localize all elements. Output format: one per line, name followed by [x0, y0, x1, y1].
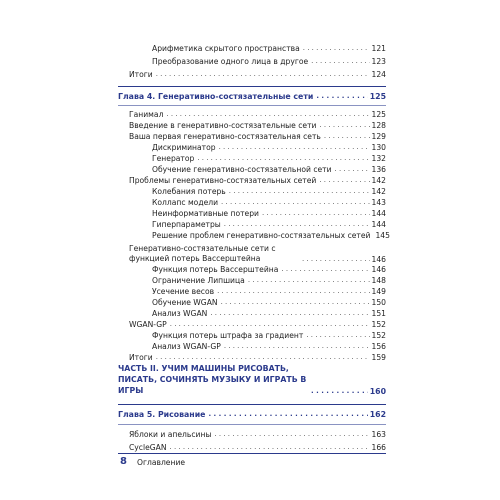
toc-entry: Анализ WGAN-GP . . . 156 [152, 342, 386, 351]
toc-entry: Генератор . . . 132 [152, 154, 386, 163]
chapter-rule-bottom [118, 105, 386, 106]
toc-entry: Неинформативные потери . . . 144 [152, 209, 386, 218]
footer-rule [118, 453, 386, 454]
part-heading: ЧАСТЬ II. УЧИМ МАШИНЫ РИСОВАТЬ, ПИСАТЬ, СОЧИНЯТЬ МУЗЫКУ И ИГРАТЬ В ИГРЫ . . . 160 [118, 374, 386, 396]
chapter-rule-top [118, 404, 386, 405]
page-number: 8 [120, 456, 127, 467]
toc-entry: CycleGAN . . . 166 [129, 443, 386, 452]
chapter-rule-bottom [118, 424, 386, 425]
toc-entry: Ваша первая генеративно-состязательная сеть . . . 129 [129, 132, 386, 141]
toc-entry: Гиперпараметры . . . 144 [152, 220, 386, 229]
toc-entry: Обучение WGAN . . . 150 [152, 298, 386, 307]
chapter-rule-top [118, 86, 386, 87]
toc-entry: Коллапс модели . . . 143 [152, 198, 386, 207]
toc-entry: Дискриминатор . . . 130 [152, 143, 386, 152]
toc-entry: Введение в генеративно-состязательные сети . . . 128 [129, 121, 386, 130]
toc-entry: WGAN-GP . . . 152 [129, 320, 386, 329]
toc-entry: Преобразование одного лица в другое . . . 123 [152, 57, 386, 66]
toc-entry: Ограничение Липшица . . . 148 [152, 276, 386, 285]
toc-entry: Функция потерь штрафа за градиент . . . 152 [152, 331, 386, 340]
toc-entry: Яблоки и апельсины . . . 163 [129, 430, 386, 439]
toc-entry: Ганимал . . . 125 [129, 110, 386, 119]
toc-entry: Решение проблем генеративно-состязательных сетей 145 [152, 231, 390, 240]
toc-entry: Проблемы генеративно-состязательных сетей . . . 142 [129, 176, 386, 185]
toc-entry: Функция потерь Вассерштейна . . . 146 [152, 265, 386, 274]
toc-entry: Арифметика скрытого пространства . . . 121 [152, 44, 386, 53]
toc-entry: Итоги . . . 124 [129, 70, 386, 79]
footer-section-label: Оглавление [137, 458, 186, 467]
toc-entry: Колебания потерь . . . 142 [152, 187, 386, 196]
toc-entry: Итоги . . . 159 [129, 353, 386, 362]
chapter-heading: Глава 5. Рисование . . . 162 [118, 410, 386, 419]
toc-entry-multiline: Генеративно-состязательные сети с функцией потерь Вассерштейна . . . 146 [129, 242, 386, 264]
toc-entry: Анализ WGAN . . . 151 [152, 309, 386, 318]
toc-entry: Усечение весов . . . 149 [152, 287, 386, 296]
toc-entry: Обучение генеративно-состязательной сети . . . 136 [152, 165, 386, 174]
chapter-heading: Глава 4. Генеративно-состязательные сети . . . 125 [118, 92, 386, 101]
